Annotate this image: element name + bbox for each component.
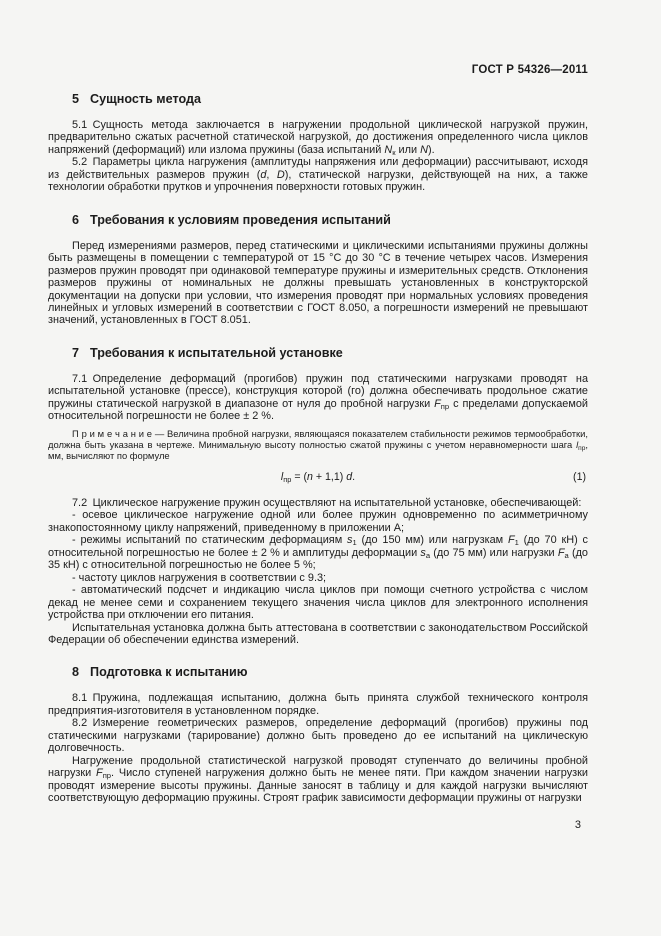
text-run: l	[576, 438, 579, 450]
text-run: (до 150 мм) или нагрузкам	[356, 534, 508, 547]
paragraph	[48, 497, 588, 509]
section-number: 5	[72, 92, 80, 106]
text-run: или	[395, 143, 421, 156]
section-title: Требования к испытательной установке	[90, 345, 343, 360]
paragraph	[48, 373, 588, 423]
text-run: 7.1 Определение деформаций (прогибов) пружин под статическими нагрузками проводят на испытательной установке (прессе), конструкция которой (го) должна обеспечивать продольное сжатие пружины статической нагрузкой в диапазоне от нуля до пробной нагрузки	[48, 372, 588, 410]
text-run: Перед измерениями размеров, перед статическими и циклическими испытаниями пружины должны быть размещены в помещении с температурой от 15 °С до 30 °С в течение четырех часов. Измерения размеров пружин проводят при одинаковой температуре пружины и измерительных средств. Отклонения размеров пружины от номинальных не должны превышать установленных в конструкторской документации на допуски при условии, что измерения проводят при нормальных условиях проведения линейных и угловых измерений в соответствии с ГОСТ 8.050, а погрешности измерений не превышают значений, установленных в ГОСТ 8.051.	[48, 239, 588, 327]
text-run: . Число ступеней нагружения должно быть не менее пяти. При каждом значении нагрузки проводят измерение высоты пружины. Данные заносят в таблицу и для каждой нагрузки вычисляют соответствующую деформацию пружины. Строят график зависимости деформации пружины от нагрузки	[48, 767, 588, 805]
text-run: 7.2 Циклическое нагружение пружин осуществляют на испытательной установке, обеспечивающей:	[72, 496, 582, 509]
subscript-run: пр	[283, 475, 292, 485]
text-run: F	[507, 534, 515, 547]
section-title: Требования к условиям проведения испытаний	[90, 212, 391, 227]
document-content	[48, 64, 588, 831]
paragraph	[48, 622, 588, 647]
paragraph	[48, 717, 588, 754]
section-number: 7	[72, 345, 80, 360]
text-run: = (	[291, 470, 308, 483]
formula-expression	[281, 471, 355, 483]
subscript-run: к	[392, 148, 396, 158]
text-run: (до 35 кН) с относительной погрешностью не более 5 %;	[48, 546, 588, 572]
text-run: Нагружение продольной статистической нагрузкой проводят ступенчато до величины пробной нагрузки	[48, 754, 588, 780]
page-number: 3	[574, 818, 581, 831]
formula-number: (1)	[573, 470, 586, 483]
section-heading	[48, 346, 588, 360]
text-run: D	[276, 168, 285, 181]
paragraph	[48, 572, 588, 584]
text-run: Испытательная установка должна быть аттестована в соответствии с законодательством Российской Федерации об обеспечении единства измерений.	[48, 621, 588, 646]
section-heading	[48, 665, 588, 679]
text-run: 5.2 Параметры цикла нагружения (амплитуды напряжения или деформации) рассчитывают, исходя из действительных размеров пружин (	[48, 156, 588, 181]
text-run: + 1,1)	[312, 470, 347, 483]
text-run: s	[347, 534, 353, 547]
text-run: s	[420, 546, 426, 559]
text-run: - осевое циклическое нагружение одной или более пружин одновременно по асимметричному знакопостоянному циклу напряжений, приведенному в приложении А;	[48, 509, 588, 534]
subscript-run: 1	[514, 538, 519, 548]
text-run: ,	[266, 168, 277, 181]
note-paragraph	[48, 428, 588, 461]
paragraph	[48, 509, 588, 534]
section-title: Сущность метода	[90, 92, 201, 106]
paragraph	[48, 755, 588, 805]
text-run: d	[260, 168, 267, 181]
paragraph	[48, 156, 588, 193]
paragraph	[48, 119, 588, 156]
paragraph	[48, 534, 588, 571]
text-run: .	[352, 470, 356, 483]
section-number: 8	[72, 665, 80, 680]
text-run: П р и м е ч а н и е — Величина пробной нагрузки, являющаяся показателем стабильности режимов термообработки, должна быть указана в чертеже. Минимальную высоту полностью сжатой пружины с учетом неравномерности шага	[48, 427, 588, 450]
subscript-run: пр	[578, 444, 586, 452]
text-run: F	[557, 546, 565, 559]
section-heading	[48, 213, 588, 227]
text-run: (до 70 кН) с относительной погрешностью не более ± 2 % и амплитуды деформации	[48, 534, 588, 559]
text-run: , мм, вычисляют по формуле	[48, 438, 588, 461]
paragraph	[48, 240, 588, 327]
text-run: ).	[427, 143, 435, 156]
text-run: 8.1 Пружина, подлежащая испытанию, должна быть принята службой технического контроля предприятия-изготовителя в установленном порядке.	[48, 692, 588, 717]
text-run: (до 75 мм) или нагрузки	[430, 546, 558, 559]
formula	[48, 471, 588, 483]
text-run: - частоту циклов нагружения в соответствии с 9.3;	[72, 571, 327, 584]
text-run: - режимы испытаний по статическим деформациям	[72, 534, 348, 547]
text-run: n	[307, 470, 313, 483]
subscript-run: 1	[352, 538, 357, 548]
text-run: 8.2 Измерение геометрических размеров, определение деформаций (прогибов) пружины под статическими нагрузками (тарирование) должно быть проведено до ее испытаний на циклическую долговечность.	[48, 717, 588, 755]
subscript-run: пр	[102, 771, 112, 781]
section-number: 6	[72, 212, 80, 227]
text-run: - автоматический подсчет и индикацию числа циклов при помощи счетного устройства с числом декад не менее семи и сохранением текущего значения числа циклов для электронного исполнения устройства при отключении его питания.	[48, 584, 588, 622]
text-run: N	[420, 143, 428, 156]
text-run: ), статической нагрузки, действующей на них, а также технологии обработки прутков и упрочнения поверхности готовых пружин.	[48, 168, 588, 194]
text-run: N	[384, 143, 393, 156]
section-heading	[48, 92, 588, 106]
subscript-run: a	[425, 550, 431, 560]
text-run: 5.1 Сущность метода заключается в нагружении продольной циклической нагрузкой пружин, предварительно сжатых расчетной статической нагрузкой, до достижения определенного числа циклов напряжений (деформаций) или излома пружины (база испытаний	[48, 119, 588, 156]
section-title: Подготовка к испытанию	[90, 665, 248, 680]
text-run: с пределами допускаемой относительной погрешности не более ± 2 %.	[48, 397, 588, 423]
text-run: d	[346, 470, 353, 483]
paragraph	[48, 584, 588, 621]
text-run: F	[96, 767, 103, 780]
subscript-run: a	[564, 550, 569, 560]
paragraph	[48, 692, 588, 717]
document-header: ГОСТ Р 54326—2011	[471, 64, 588, 76]
subscript-run: пр	[440, 401, 450, 411]
text-run: l	[280, 470, 284, 483]
text-run: F	[434, 397, 441, 410]
